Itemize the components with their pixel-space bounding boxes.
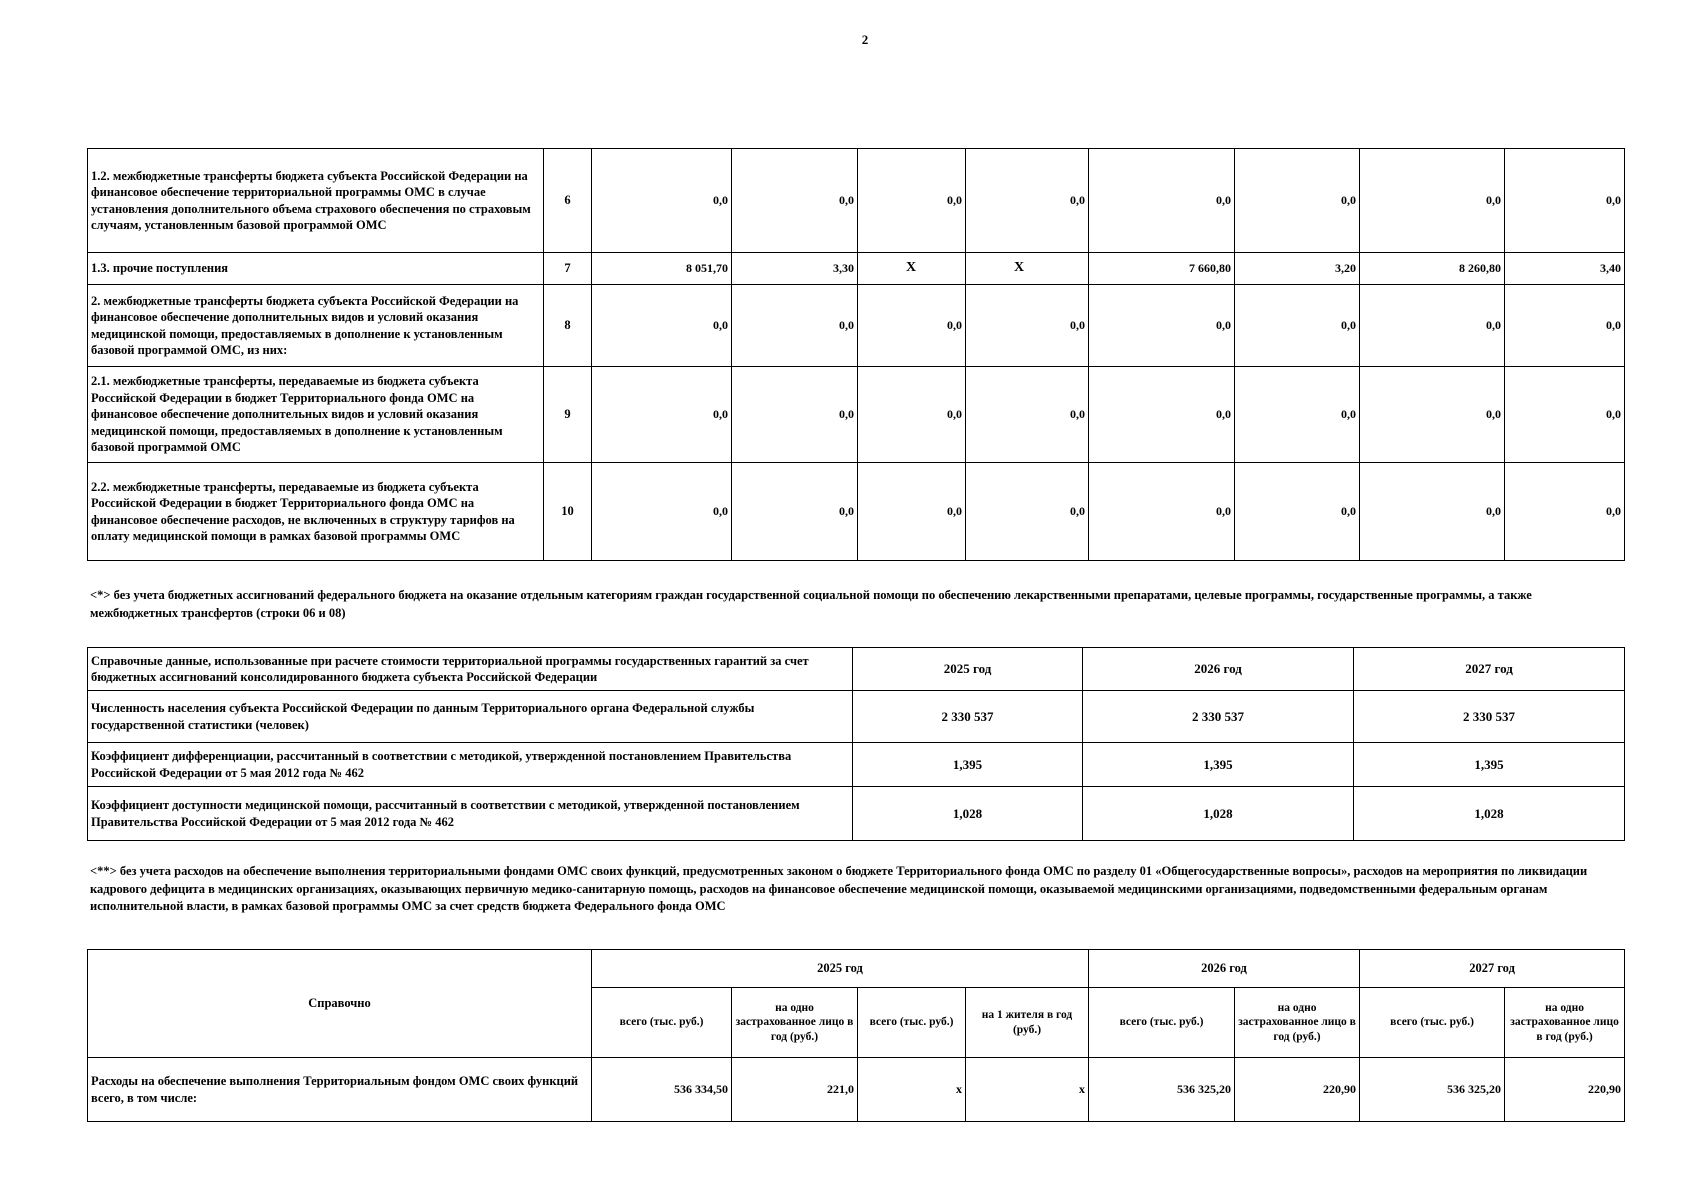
- cell: 8 260,80: [1360, 253, 1505, 285]
- table-row: [88, 285, 1625, 367]
- subheader: всего (тыс. руб.): [1089, 988, 1235, 1058]
- cell: 0,0: [1089, 285, 1235, 367]
- subheader: всего (тыс. руб.): [1360, 988, 1505, 1058]
- year-header: 2027 год: [1360, 950, 1625, 988]
- subheader: на одно застрахованное лицо в год (руб.): [1235, 988, 1360, 1058]
- cell: 0,0: [1089, 463, 1235, 561]
- cell: 221,0: [732, 1058, 858, 1122]
- cell: X: [966, 253, 1089, 285]
- table-row: [88, 743, 1625, 787]
- cell: 3,40: [1505, 253, 1625, 285]
- row-label: 2.2. межбюджетные трансферты, передаваемые из бюджета субъекта Российской Федерации в бюджет Территориального фонда ОМС на финансовое обеспечение расходов, не включенных в структуру тарифов на оплату медицинской помощи в рамках базовой программы ОМС: [88, 463, 544, 561]
- cell: 1,028: [853, 787, 1083, 841]
- cell: 0,0: [592, 285, 732, 367]
- table-row: [88, 367, 1625, 463]
- cell: 0,0: [732, 463, 858, 561]
- cell: х: [966, 1058, 1089, 1122]
- cell: 0,0: [732, 149, 858, 253]
- cell: 536 334,50: [592, 1058, 732, 1122]
- year-header: 2026 год: [1083, 648, 1354, 691]
- footnote-1: <*> без учета бюджетных ассигнований федерального бюджета на оказание отдельным категориям граждан государственной социальной помощи по обеспечению лекарственными препаратами, целевые программы, государственные программы, а также межбюджетных трансфертов (строки 06 и 08): [90, 588, 1532, 620]
- table-row: [88, 787, 1625, 841]
- cell: 0,0: [1505, 285, 1625, 367]
- row-label: 1.2. межбюджетные трансферты бюджета субъекта Российской Федерации на финансовое обеспечение территориальной программы ОМС в случае установления дополнительного объема страхового обеспечения по страховым случаям, установленным базовой программой ОМС: [88, 149, 544, 253]
- subheader: на одно застрахованное лицо в год (руб.): [732, 988, 858, 1058]
- cell: 0,0: [858, 149, 966, 253]
- cell: 2 330 537: [1083, 691, 1354, 743]
- cell: 7 660,80: [1089, 253, 1235, 285]
- cell: 0,0: [1505, 149, 1625, 253]
- cell: 0,0: [1360, 463, 1505, 561]
- footnote-2: <**> без учета расходов на обеспечение выполнения территориальными фондами ОМС своих функций, предусмотренных законом о бюджете Территориального фонда ОМС по разделу 01 «Общегосударственные вопросы», расходов на мероприятия по ликвидации кадрового дефицита в медицинских организациях, оказывающих первичную медико-санитарную помощь, расходов на финансовое обеспечение медицинской помощи, оказываемой медицинскими организациями, подведомственными федеральным органам исполнительной власти, в рамках базовой программы ОМС за счет средств бюджета Федерального фонда ОМС: [90, 864, 1588, 913]
- cell: 0,0: [1505, 367, 1625, 463]
- cell: 3,20: [1235, 253, 1360, 285]
- cell: 0,0: [1360, 285, 1505, 367]
- cell: 8 051,70: [592, 253, 732, 285]
- page-number: 2: [861, 32, 869, 47]
- cell: 0,0: [1089, 149, 1235, 253]
- row-label: Численность населения субъекта Российской Федерации по данным Территориального органа Федеральной службы государственной статистики (человек): [88, 691, 853, 743]
- row-number: 9: [544, 367, 592, 463]
- cell: 0,0: [966, 285, 1089, 367]
- cell: 536 325,20: [1360, 1058, 1505, 1122]
- subheader: на одно застрахованное лицо в год (руб.): [1505, 988, 1625, 1058]
- row-number: 7: [544, 253, 592, 285]
- year-header: 2025 год: [592, 950, 1089, 988]
- cell: 0,0: [1235, 463, 1360, 561]
- row-label: Коэффициент доступности медицинской помощи, рассчитанный в соответствии с методикой, утвержденной постановлением Правительства Российской Федерации от 5 мая 2012 года № 462: [88, 787, 853, 841]
- reference-data-table: [87, 647, 1625, 841]
- row-label: 1.3. прочие поступления: [88, 253, 544, 285]
- cell: 0,0: [1089, 367, 1235, 463]
- subheader: всего (тыс. руб.): [858, 988, 966, 1058]
- subheader: на 1 жителя в год (руб.): [966, 988, 1089, 1058]
- year-header: 2025 год: [853, 648, 1083, 691]
- cell: 1,395: [1083, 743, 1354, 787]
- cell: 0,0: [1360, 367, 1505, 463]
- cell: 0,0: [966, 463, 1089, 561]
- cell: 0,0: [1235, 149, 1360, 253]
- row-label: 2. межбюджетные трансферты бюджета субъекта Российской Федерации на финансовое обеспечение дополнительных видов и условий оказания медицинской помощи, предоставляемых в дополнение к установленным базовой программой ОМС, из них:: [88, 285, 544, 367]
- table-row: [88, 463, 1625, 561]
- revenue-table: [87, 148, 1625, 561]
- table-row: [88, 149, 1625, 253]
- row-label: Расходы на обеспечение выполнения Территориальным фондом ОМС своих функций всего, в том числе:: [88, 1058, 592, 1122]
- row-label: Коэффициент дифференциации, рассчитанный в соответствии с методикой, утвержденной постановлением Правительства Российской Федерации от 5 мая 2012 года № 462: [88, 743, 853, 787]
- cell: 0,0: [1505, 463, 1625, 561]
- reference-expenses-table: [87, 949, 1625, 1122]
- cell: 0,0: [966, 149, 1089, 253]
- table-row: [88, 691, 1625, 743]
- cell: 220,90: [1235, 1058, 1360, 1122]
- table-row: [88, 253, 1625, 285]
- cell: 0,0: [1360, 149, 1505, 253]
- header-label: Справочно: [88, 950, 592, 1058]
- cell: 0,0: [592, 463, 732, 561]
- row-number: 8: [544, 285, 592, 367]
- cell: х: [858, 1058, 966, 1122]
- table-header-row: [88, 950, 1625, 988]
- cell: 0,0: [592, 367, 732, 463]
- table-header-row: [88, 648, 1625, 691]
- cell: 0,0: [732, 367, 858, 463]
- year-header: 2027 год: [1354, 648, 1625, 691]
- table-row: [88, 1058, 1625, 1122]
- cell: 2 330 537: [853, 691, 1083, 743]
- cell: 3,30: [732, 253, 858, 285]
- header-label: Справочные данные, использованные при расчете стоимости территориальной программы государственных гарантий за счет бюджетных ассигнований консолидированного бюджета субъекта Российской Федерации: [88, 648, 853, 691]
- row-number: 10: [544, 463, 592, 561]
- cell: 220,90: [1505, 1058, 1625, 1122]
- cell: 1,395: [1354, 743, 1625, 787]
- cell: 0,0: [732, 285, 858, 367]
- cell: X: [858, 253, 966, 285]
- cell: 0,0: [858, 285, 966, 367]
- year-header: 2026 год: [1089, 950, 1360, 988]
- cell: 1,395: [853, 743, 1083, 787]
- subheader: всего (тыс. руб.): [592, 988, 732, 1058]
- row-number: 6: [544, 149, 592, 253]
- cell: 1,028: [1354, 787, 1625, 841]
- cell: 2 330 537: [1354, 691, 1625, 743]
- cell: 0,0: [858, 367, 966, 463]
- cell: 0,0: [1235, 367, 1360, 463]
- cell: 0,0: [858, 463, 966, 561]
- cell: 1,028: [1083, 787, 1354, 841]
- row-label: 2.1. межбюджетные трансферты, передаваемые из бюджета субъекта Российской Федерации в бюджет Территориального фонда ОМС на финансовое обеспечение дополнительных видов и условий оказания медицинской помощи, предоставляемых в дополнение к установленным базовой программой ОМС: [88, 367, 544, 463]
- cell: 0,0: [1235, 285, 1360, 367]
- cell: 0,0: [592, 149, 732, 253]
- cell: 0,0: [966, 367, 1089, 463]
- cell: 536 325,20: [1089, 1058, 1235, 1122]
